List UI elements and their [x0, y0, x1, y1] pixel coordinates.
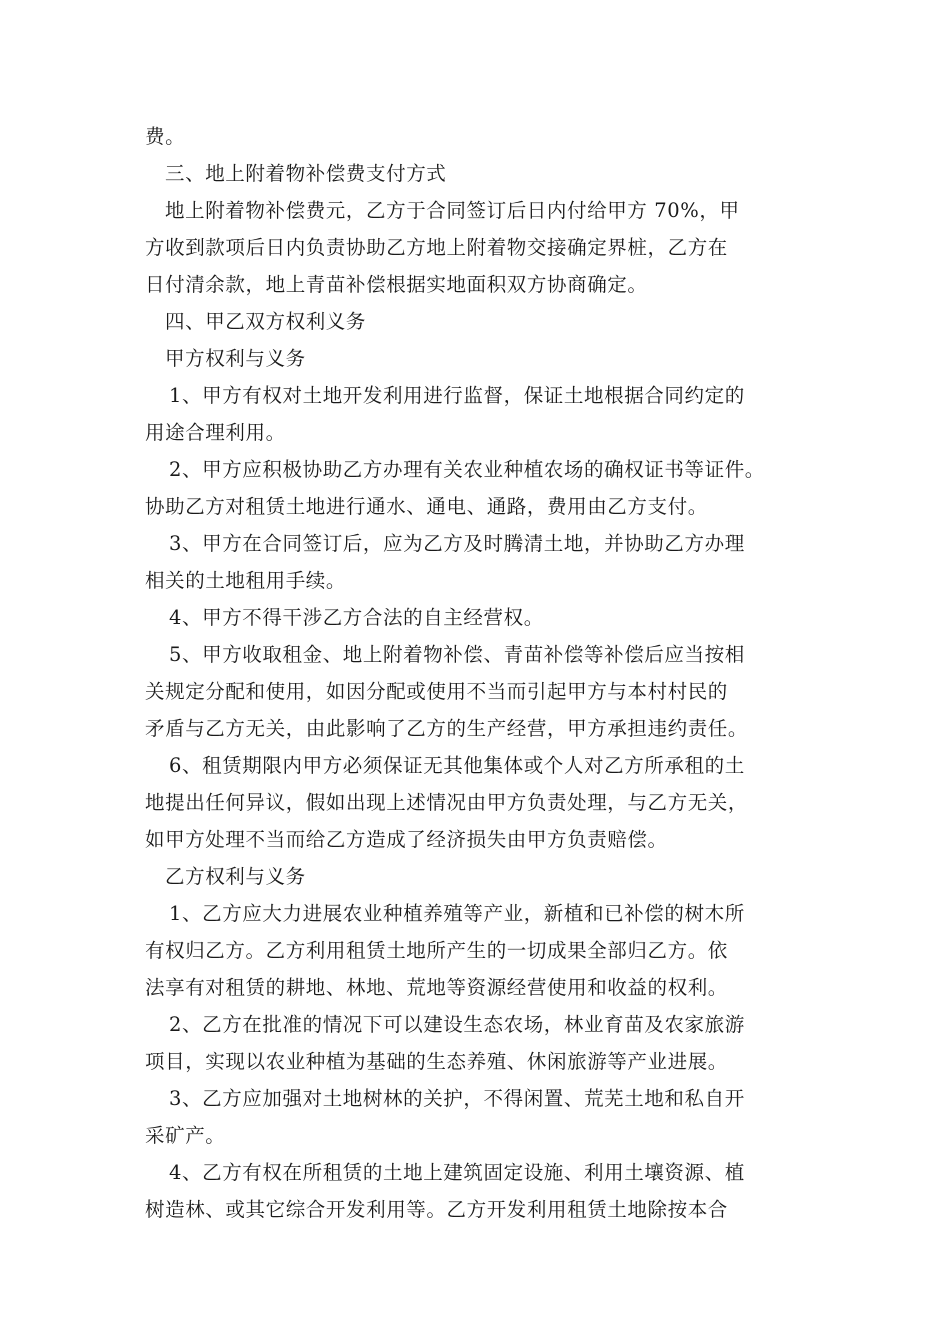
text-line: 甲方权利与义务 — [165, 347, 306, 370]
text-line: 方收到款项后日内负责协助乙方地上附着物交接确定界桩，乙方在 — [145, 236, 728, 259]
clause-b-3 — [145, 1080, 810, 1154]
text-line: 费。 — [145, 125, 186, 148]
text-line: 3、乙方应加强对土地树林的关护，不得闲置、荒芜土地和私自开 — [169, 1087, 745, 1110]
document-body — [145, 118, 810, 1228]
subheading-party-a — [145, 340, 810, 377]
clause-a-1 — [145, 377, 810, 451]
clause-b-1 — [145, 895, 810, 1006]
text-line: 三、地上附着物补偿费支付方式 — [165, 162, 447, 185]
text-line: 2、甲方应积极协助乙方办理有关农业种植农场的确权证书等证件。 — [169, 458, 765, 481]
text-line: 地上附着物补偿费元，乙方于合同签订后日内付给甲方 70%，甲 — [165, 199, 740, 222]
clause-a-5 — [145, 636, 810, 747]
text-line: 地提出任何异议，假如出现上述情况由甲方负责处理，与乙方无关， — [145, 791, 749, 814]
clause-b-2 — [145, 1006, 810, 1080]
text-line: 6、租赁期限内甲方必须保证无其他集体或个人对乙方所承租的土 — [169, 754, 745, 777]
text-line: 1、乙方应大力进展农业种植养殖等产业，新植和已补偿的树木所 — [169, 902, 745, 925]
clause-b-4 — [145, 1154, 810, 1228]
text-line: 法享有对租赁的耕地、林地、荒地等资源经营使用和收益的权利。 — [145, 976, 728, 999]
text-line: 乙方权利与义务 — [165, 865, 306, 888]
paragraph-fee-end — [145, 118, 810, 155]
paragraph-payment-terms — [145, 192, 810, 303]
text-line: 4、甲方不得干涉乙方合法的自主经营权。 — [169, 606, 544, 629]
text-line: 相关的土地租用手续。 — [145, 569, 347, 592]
text-line: 有权归乙方。乙方利用租赁土地所产生的一切成果全部归乙方。依 — [145, 939, 728, 962]
text-line: 矛盾与乙方无关，由此影响了乙方的生产经营，甲方承担违约责任。 — [145, 717, 749, 740]
text-line: 日付清余款，地上青苗补偿根据实地面积双方协商确定。 — [145, 273, 648, 296]
text-line: 4、乙方有权在所租赁的土地上建筑固定设施、利用土壤资源、植 — [169, 1161, 745, 1184]
text-line: 5、甲方收取租金、地上附着物补偿、青苗补偿等补偿后应当按相 — [169, 643, 745, 666]
text-line: 四、甲乙双方权利义务 — [165, 310, 367, 333]
section-heading-rights-obligations — [145, 303, 810, 340]
section-heading-payment-method — [145, 155, 810, 192]
clause-a-2 — [145, 451, 810, 525]
text-line: 2、乙方在批准的情况下可以建设生态农场，林业育苗及农家旅游 — [169, 1013, 745, 1036]
text-line: 协助乙方对租赁土地进行通水、通电、通路，费用由乙方支付。 — [145, 495, 708, 518]
text-line: 采矿产。 — [145, 1124, 226, 1147]
text-line: 如甲方处理不当而给乙方造成了经济损失由甲方负责赔偿。 — [145, 828, 668, 851]
text-line: 树造林、或其它综合开发利用等。乙方开发利用租赁土地除按本合 — [145, 1198, 728, 1221]
text-line: 用途合理利用。 — [145, 421, 286, 444]
text-line: 1、甲方有权对土地开发利用进行监督，保证土地根据合同约定的 — [169, 384, 745, 407]
clause-a-4 — [145, 599, 810, 636]
text-line: 关规定分配和使用，如因分配或使用不当而引起甲方与本村村民的 — [145, 680, 728, 703]
clause-a-3 — [145, 525, 810, 599]
clause-a-6 — [145, 747, 810, 858]
subheading-party-b — [145, 858, 810, 895]
text-line: 3、甲方在合同签订后，应为乙方及时腾清土地，并协助乙方办理 — [169, 532, 745, 555]
text-line: 项目，实现以农业种植为基础的生态养殖、休闲旅游等产业进展。 — [145, 1050, 728, 1073]
